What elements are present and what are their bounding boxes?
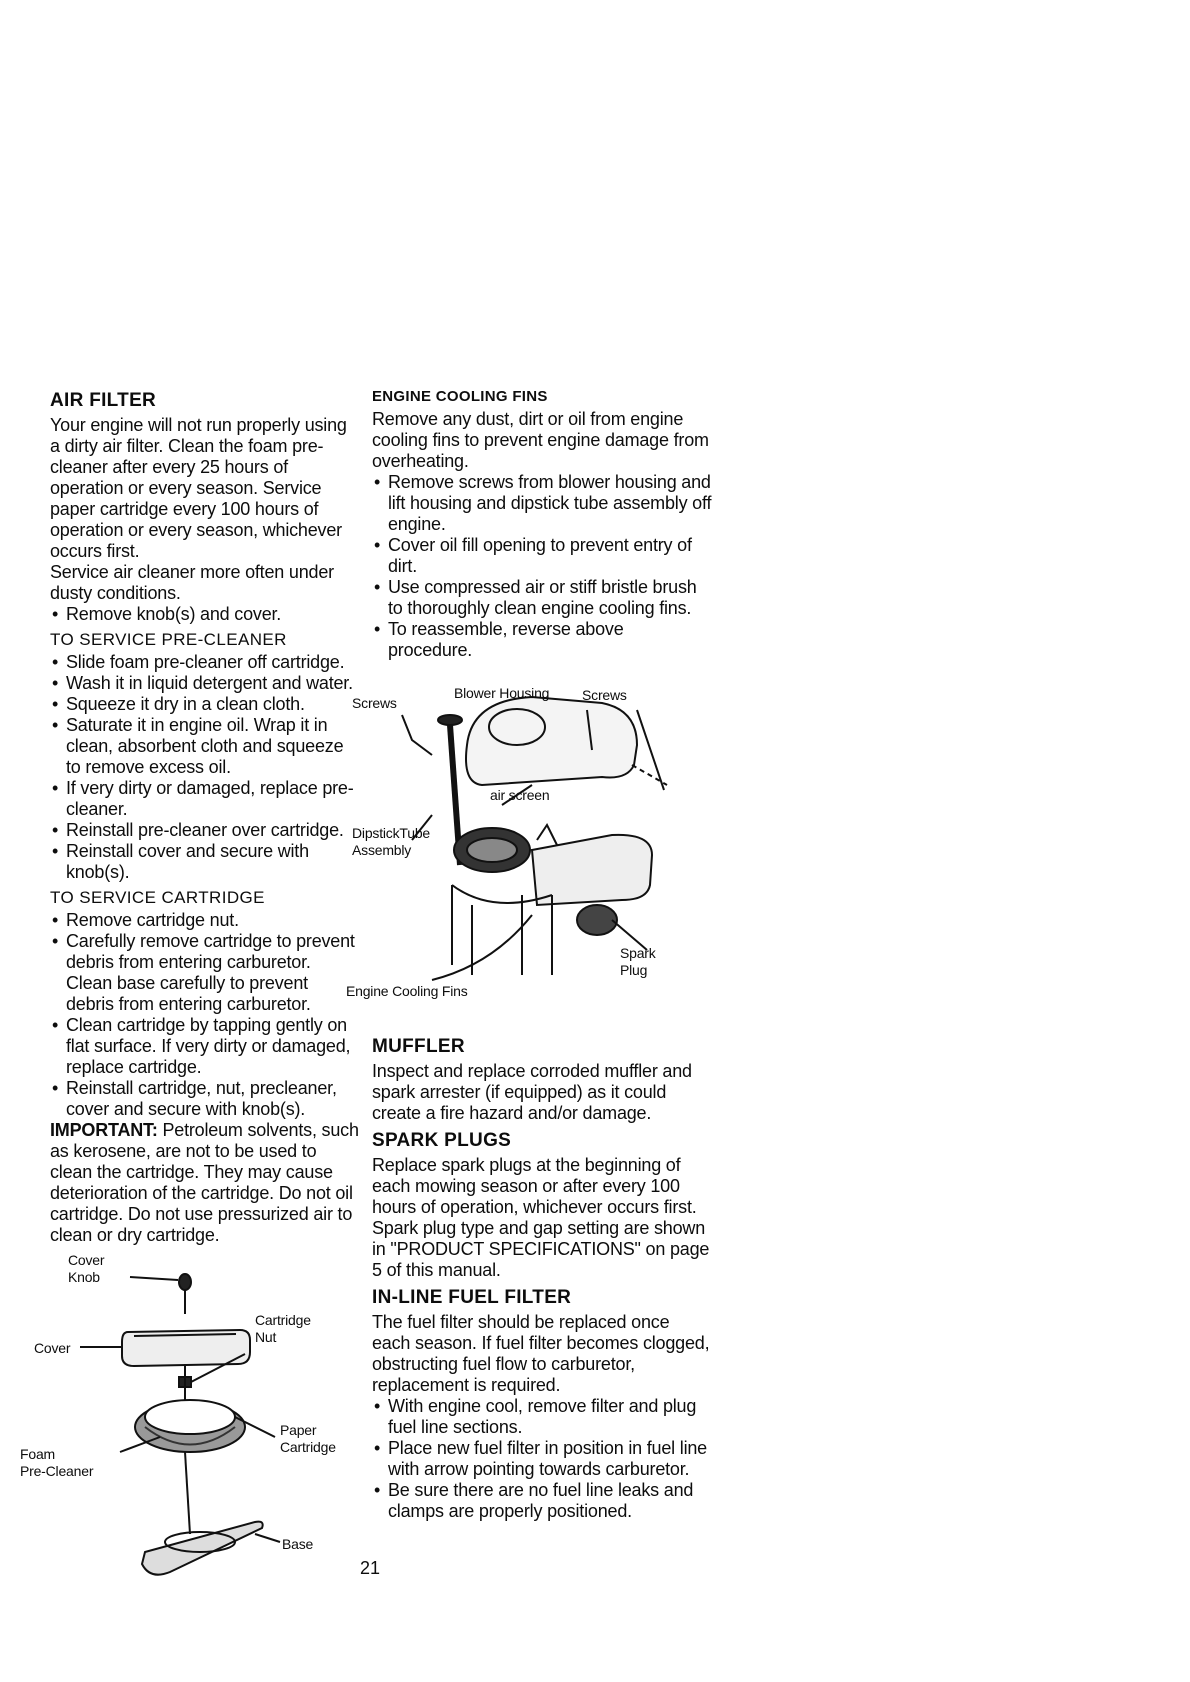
list-item: • Clean cartridge by tapping gently on flat surface. If very dirty or damaged, replace cartridge. [50,1015,360,1078]
important-label: IMPORTANT: [50,1120,158,1140]
air-filter-illustration [50,1252,370,1582]
blower-housing-label: Blower Housing [454,685,550,701]
air-filter-heading: AIR FILTER [50,390,157,411]
cooling-fins-steps [372,472,712,661]
list-item: • Be sure there are no fuel line leaks and clamps are properly positioned. [372,1480,712,1522]
air-filter-dusty-note: Service air cleaner more often under dusty conditions. [50,562,334,603]
air-screen-label: air screen [490,787,550,803]
pre-cleaner-heading: TO SERVICE PRE-CLEANER [50,630,287,649]
base-label: Base [282,1536,314,1552]
important-text: Petroleum solvents, such as kerosene, are not to be used to clean the cartridge. They may cause deterioration of the cartridge. Do not oil cartridge. Do not use pressurized air to clean or dry cartridge. [50,1120,359,1245]
fuel-filter-heading: IN-LINE FUEL FILTER [372,1287,572,1308]
list-item: • Reinstall pre-cleaner over cartridge. [50,820,360,841]
pre-cleaner-steps [50,652,360,883]
foam-pre-cleaner-label: Foam Pre-Cleaner [20,1446,94,1479]
engine-diagram [346,665,702,1030]
cartridge-nut-label: Cartridge Nut [255,1312,311,1345]
muffler-text: Inspect and replace corroded muffler and spark arrester (if equipped) as it could create a fire hazard and/or damage. [372,1061,692,1123]
dipstick-tube-label: DipstickTube Assembly [352,825,430,858]
list-item: • Remove screws from blower housing and lift housing and dipstick tube assembly off engine. [372,472,712,535]
list-item: • Use compressed air or stiff bristle brush to thoroughly clean engine cooling fins. [372,577,712,619]
list-item: • With engine cool, remove filter and plug fuel line sections. [372,1396,712,1438]
list-item: • Carefully remove cartridge to prevent debris from entering carburetor. Clean base carefully to prevent debris from entering carburetor. [50,931,360,1015]
cover-knob-label: Cover Knob [68,1252,105,1285]
cartridge-heading: TO SERVICE CARTRIDGE [50,888,265,907]
spark-plug-label: Spark Plug [620,945,656,978]
air-filter-intro-list [50,604,360,625]
list-item: • Remove cartridge nut. [50,910,360,931]
list-item: • Wash it in liquid detergent and water. [50,673,360,694]
list-item: • To reassemble, reverse above procedure. [372,619,712,661]
list-item: • Remove knob(s) and cover. [50,604,360,625]
cooling-fins-heading: ENGINE COOLING FINS [372,388,548,405]
list-item: • If very dirty or damaged, replace pre-cleaner. [50,778,360,820]
screws-right-label: Screws [582,687,627,703]
spark-plugs-heading: SPARK PLUGS [372,1130,512,1151]
paper-cartridge-label: Paper Cartridge [280,1422,336,1455]
screws-left-label: Screws [352,695,397,711]
air-filter-diagram [20,1252,370,1582]
right-column [346,386,712,1522]
page-number: 21 [360,1558,381,1578]
list-item: • Slide foam pre-cleaner off cartridge. [50,652,360,673]
list-item: • Reinstall cover and secure with knob(s). [50,841,360,883]
engine-cooling-fins-label: Engine Cooling Fins [346,983,468,999]
list-item: • Reinstall cartridge, nut, precleaner, cover and secure with knob(s). [50,1078,360,1120]
list-item: • Squeeze it dry in a clean cloth. [50,694,360,715]
left-column [20,390,360,1582]
important-note [50,1120,360,1246]
cooling-fins-intro: Remove any dust, dirt or oil from engine cooling fins to prevent engine damage from overheating. [372,409,709,471]
muffler-heading: MUFFLER [372,1036,465,1057]
air-filter-intro: Your engine will not run properly using a dirty air filter. Clean the foam pre-cleaner after every 25 hours of operation or every season. Service paper cartridge every 100 hours of operation or every season, whichever occurs first. [50,415,347,561]
spark-plugs-text: Replace spark plugs at the beginning of each mowing season or after every 100 hours of operation, whichever occurs first. Spark plug type and gap setting are shown in "PRODUCT SPECIFICATIONS" on page 5 of this manual. [372,1155,710,1280]
cartridge-steps [50,910,360,1120]
cover-label: Cover [34,1340,71,1356]
list-item: • Saturate it in engine oil. Wrap it in clean, absorbent cloth and squeeze to remove excess oil. [50,715,360,778]
list-item: • Place new fuel filter in position in fuel line with arrow pointing towards carburetor. [372,1438,712,1480]
fuel-filter-steps [372,1396,712,1522]
list-item: • Cover oil fill opening to prevent entry of dirt. [372,535,712,577]
fuel-filter-text: The fuel filter should be replaced once each season. If fuel filter becomes clogged, obstructing fuel flow to carburetor, replacement is required. [372,1312,710,1395]
